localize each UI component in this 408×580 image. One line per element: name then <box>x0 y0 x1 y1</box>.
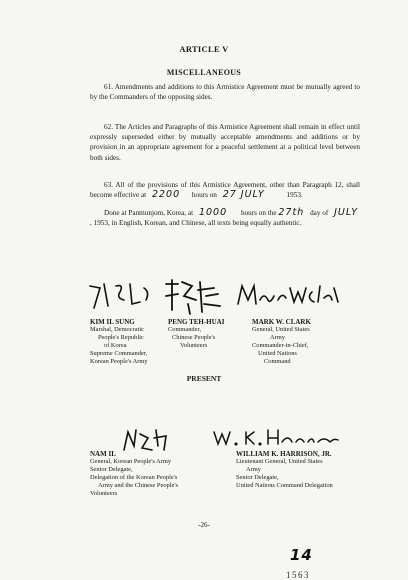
handwritten-page-mark: 14 <box>290 546 313 564</box>
delegate-title-line: Delegation of the Korean People's <box>90 474 178 481</box>
paragraph-63-text-b: hours on <box>191 191 217 200</box>
signatory-mark-w-clark <box>252 318 344 366</box>
delegate-title-line: Army and the Chinese People's <box>98 482 178 489</box>
signatory-title-line: of Korea <box>104 342 127 349</box>
signatory-title-line: Command <box>264 358 291 365</box>
page-number: -26- <box>198 521 210 529</box>
paragraph-63-text-a: 63. All of the provisions of this Armistice Agreement, other than Paragraph 12, shall become effective at <box>90 181 360 200</box>
delegate-title-line: Army <box>246 466 261 473</box>
done-text-c: day of <box>310 209 329 217</box>
paragraph-63 <box>90 180 360 200</box>
delegate-william-k-harrison <box>236 450 356 490</box>
paragraph-63-text-c: 1953. <box>286 191 303 200</box>
signatory-title-line: Commander, <box>168 326 201 333</box>
delegate-title-line: Senior Delegate, <box>236 474 279 481</box>
paragraph-62: 62. The Articles and Paragraphs of this Armistice Agreement shall remain in effect until expressly superseded either by mutually acceptable amendments and additions or by provision in an appropriate agreement for a peaceful settlement at a political level between both sides. <box>90 123 360 162</box>
delegate-title-line: Lieutenant General, United States <box>236 458 323 465</box>
handwritten-effective-time: 2200 <box>151 189 181 201</box>
signatory-title-line: Marshal, Democratic <box>90 326 144 333</box>
archive-stamp-number: 1563 <box>286 570 310 580</box>
delegate-nam-il <box>90 450 210 498</box>
delegate-name: WILLIAM K. HARRISON, JR. <box>236 450 332 458</box>
peng-teh-huai-signature <box>162 276 224 316</box>
delegate-title-line: United Nations Command Delegation <box>236 482 333 489</box>
done-text-b: hours on the <box>240 209 277 217</box>
section-title: MISCELLANEOUS <box>166 68 242 77</box>
handwritten-signing-month: JULY <box>334 207 359 218</box>
signatory-peng-teh-huai <box>168 318 250 350</box>
signatory-title-line: General, United States <box>252 326 310 333</box>
signatory-name: MARK W. CLARK <box>252 318 311 326</box>
mark-w-clark-signature <box>234 280 342 312</box>
present-heading: PRESENT <box>186 374 222 383</box>
handwritten-signing-time: 1000 <box>198 207 228 218</box>
kim-il-sung-signature <box>86 278 156 314</box>
signatory-title-line: People's Republic <box>98 334 144 341</box>
delegate-name: NAM IL <box>90 450 116 458</box>
signatory-title-line: Chinese People's <box>172 334 216 341</box>
signatory-title-line: Army <box>270 334 285 341</box>
william-k-harrison-signature <box>210 426 340 450</box>
handwritten-signing-day: 27th <box>278 207 305 218</box>
handwritten-effective-date: 27 JULY <box>222 189 265 201</box>
signatory-title-line: Volunteers <box>180 342 208 349</box>
delegate-title-line: Senior Delegate, <box>90 466 133 473</box>
signatory-title-line: United Nations <box>258 350 297 357</box>
paragraph-61: 61. Amendments and additions to this Armistice Agreement must be mutually agreed to by the Commanders of the opposing sides. <box>90 83 360 102</box>
done-text-a: Done at Panmunjom, Korea, at <box>104 209 194 217</box>
done-text-d: , 1953, in English, Korean, and Chinese, all texts being equally authentic. <box>90 219 302 228</box>
signatory-kim-il-sung <box>90 318 180 366</box>
done-at-paragraph <box>90 208 360 228</box>
signatory-title-line: Commander-in-Chief, <box>252 342 309 349</box>
signatory-title-line: Korean People's Army <box>90 358 148 365</box>
signatory-name: KIM IL SUNG <box>90 318 135 326</box>
delegate-title-line: Volunteers <box>90 490 118 497</box>
article-title: ARTICLE V <box>179 44 229 54</box>
delegate-title-line: General, Korean People's Army <box>90 458 172 465</box>
signatory-title-line: Supreme Commander, <box>90 350 148 357</box>
signatory-name: PENG TEH-HUAI <box>168 318 225 326</box>
